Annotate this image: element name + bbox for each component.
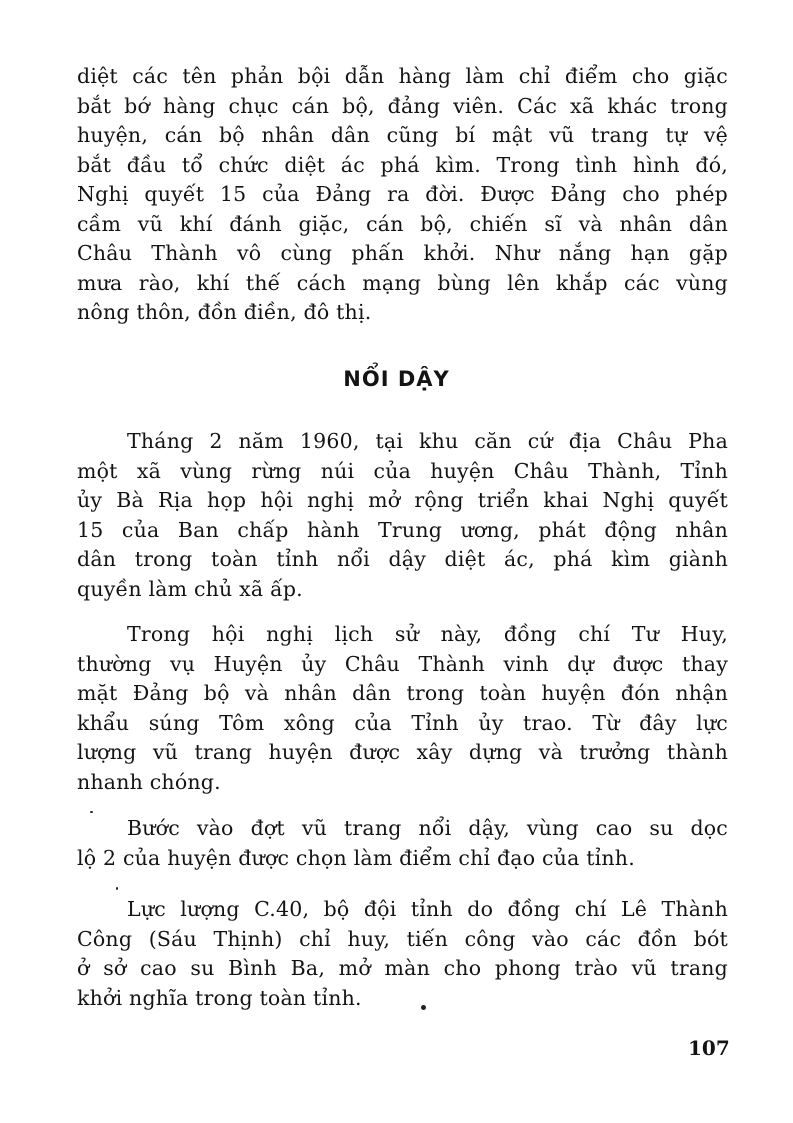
text-line: 15 của Ban chấp hành Trung ương, phát động nhân [77,517,728,542]
text-line: bắt bớ hàng chục cán bộ, đảng viên. Các xã khác trong [77,93,728,118]
paragraph-3 [77,620,728,797]
text-line: lượng vũ trang huyện được xây dựng và trưởng thành [77,740,728,764]
paragraph-1 [77,62,728,328]
text-line: bắt đầu tổ chức diệt ác phá kìm. Trong tình hình đó, [77,152,728,177]
text-line: nhanh chóng. [77,769,221,794]
text-line: Công (Sáu Thịnh) chỉ huy, tiến công vào các đồn bót [77,926,728,951]
section-heading: NỔI DẬY [343,367,450,391]
text-line: Bước vào đợt vũ trang nổi dậy, vùng cao su dọc [127,816,728,840]
text-line: thường vụ Huyện ủy Châu Thành vinh dự được thay [77,651,728,676]
text-line: nông thôn, đồn điền, đô thị. [77,300,372,324]
print-speck [421,1005,426,1010]
print-speck [90,811,93,813]
text-line: lộ 2 của huyện được chọn làm điểm chỉ đạo của tỉnh. [77,845,635,870]
text-line: ở sở cao su Bình Ba, mở màn cho phong trào vũ trang [77,956,728,980]
text-line: Trong hội nghị lịch sử này, đồng chí Tư Huy, [127,622,728,646]
paragraph-5 [77,895,728,1013]
text-line: dân trong toàn tỉnh nổi dậy diệt ác, phá kìm giành [77,547,728,571]
text-line: Tháng 2 năm 1960, tại khu căn cứ địa Châu Pha [127,429,728,453]
text-line: Nghị quyết 15 của Đảng ra đời. Được Đảng cho phép [77,182,728,206]
paragraph-2 [77,427,728,604]
text-line: diệt các tên phản bội dẫn hàng làm chỉ điểm cho giặc [77,64,728,88]
text-line: ủy Bà Rịa họp hội nghị mở rộng triển khai Nghị quyết [77,488,728,512]
text-line: Châu Thành vô cùng phấn khởi. Như nắng hạn gặp [77,241,728,265]
text-line: quyền làm chủ xã ấp. [77,576,303,601]
text-line: mưa rào, khí thế cách mạng bùng lên khắp các vùng [77,270,728,295]
text-line: Lực lượng C.40, bộ đội tỉnh do đồng chí Lê Thành [127,897,728,921]
text-line: một xã vùng rừng núi của huyện Châu Thành, Tỉnh [77,458,728,483]
text-line: huyện, cán bộ nhân dân cũng bí mật vũ trang tự vệ [77,123,728,147]
text-line: cầm vũ khí đánh giặc, cán bộ, chiến sĩ và nhân dân [77,211,728,236]
print-speck [116,887,118,890]
page-number: 107 [688,1036,730,1060]
text-line: khẩu súng Tôm xông của Tỉnh ủy trao. Từ đây lực [77,710,728,735]
text-line: khởi nghĩa trong toàn tỉnh. [77,985,362,1010]
text-line: mặt Đảng bộ và nhân dân trong toàn huyện đón nhận [77,681,728,705]
paragraph-4 [77,814,728,873]
